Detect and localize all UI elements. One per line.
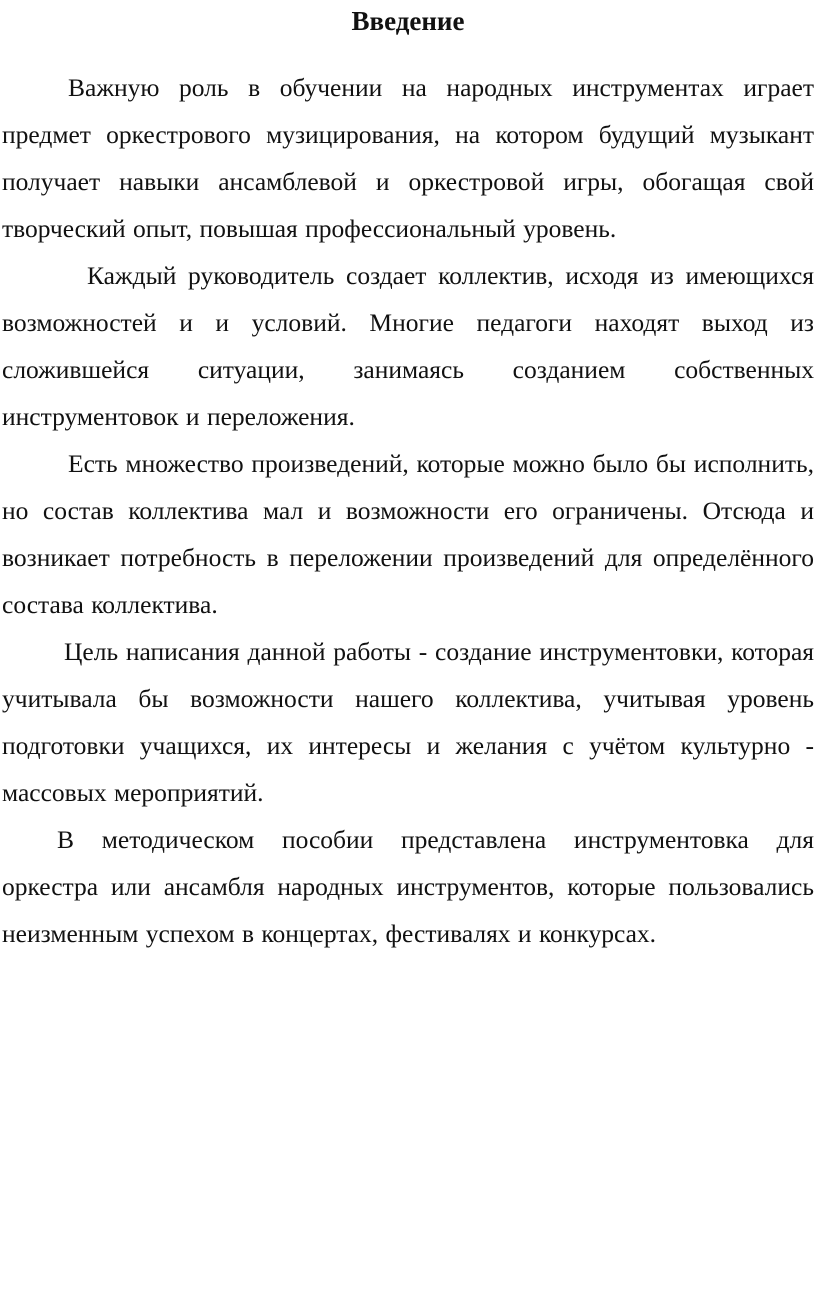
paragraph-goal: Цель написания данной работы - создание инструментовки, которая учитывала бы возможности нашего коллектива, учитывая уровень подготовки учащихся, их интересы и желания с учётом культурно - массовых мероприятий.: [2, 637, 814, 807]
paragraph-leader-collective: Каждый руководитель создает коллектив, исходя из имеющихся возможностей и и условий. Многие педагоги находят выход из сложившейся ситуации, занимаясь созданием собственных инструментовок и переложения.: [2, 261, 814, 431]
paragraph-many-works: Есть множество произведений, которые можно было бы исполнить, но состав коллектива мал и возможности его ограничены. Отсюда и возникает потребность в переложении произведений для определённого состава коллектива.: [2, 449, 814, 619]
document-title: Введение: [351, 6, 465, 36]
paragraph-intro-role: Важную роль в обучении на народных инструментах играет предмет оркестрового музицирования, на котором будущий музыкант получает навыки ансамблевой и оркестровой игры, обогащая свой творческий опыт, повышая профессиональный уровень.: [2, 73, 814, 243]
paragraph-manual-contents: В методическом пособии представлена инструментовка для оркестра или ансамбля народных инструментов, которые пользовались неизменным успехом в концертах, фестивалях и конкурсах.: [2, 825, 814, 948]
